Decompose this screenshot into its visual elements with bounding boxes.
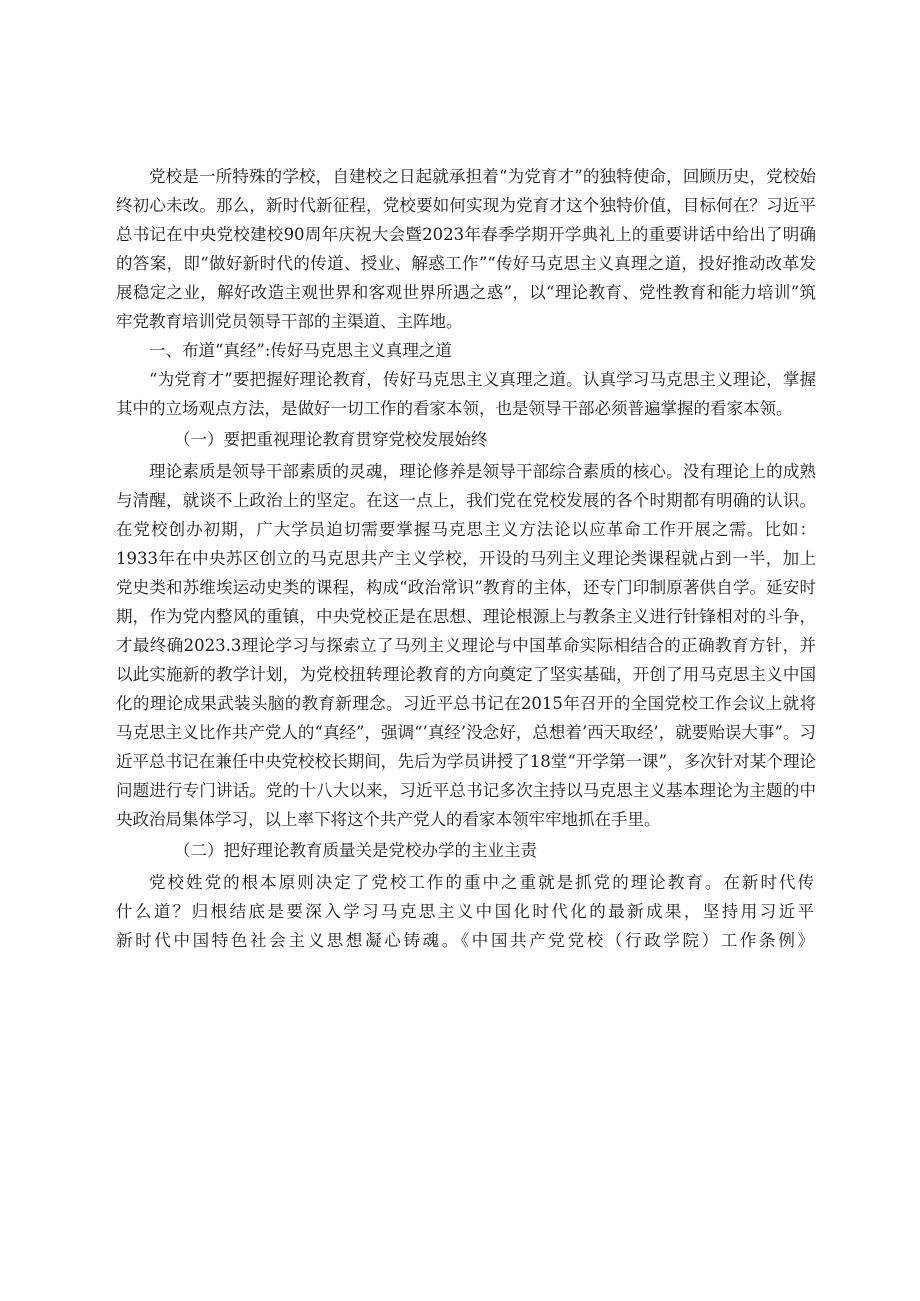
intro-paragraph: 党校是一所特殊的学校，自建校之日起就承担着“为党育才”的独特使命，回顾历史，党校始终初心未改。那么，新时代新征程，党校要如何实现为党育才这个独特价值，目标何在？习近平总书记在中央党校建校90周年庆祝大会暨2023年春季学期开学典礼上的重要讲话中给出了明确的答案，即“做好新时代的传道、授业、解惑工作”“传好马克思主义真理之道，投好推动改革发展稳定之业，解好改造主观世界和客观世界所遇之惑”，以“理论教育、党性教育和能力培训”筑牢党教育培训党员领导干部的主渠道、主阵地。 [116, 167, 816, 331]
section-1-intro-paragraph: “为党育才”要把握好理论教育，传好马克思主义真理之道。认真学习马克思主义理论，掌握其中的立场观点方法，是做好一切工作的看家本领，也是领导干部必须普遍掌握的看家本领。 [116, 370, 816, 418]
subsection-2-paragraph: 党校姓党的根本原则决定了党校工作的重中之重就是抓党的理论教育。在新时代传什么道？归根结底是要深入学习马克思主义中国化时代化的最新成果，坚持用习近平新时代中国特色社会主义思想凝心铸魂。《中国共产党党校（行政学院）工作条例》 [116, 873, 816, 950]
subsection-heading-1: （一）要把重视理论教育贯穿党校发展始终 [174, 430, 488, 449]
subsection-1-paragraph: 理论素质是领导干部素质的灵魂，理论修养是领导干部综合素质的核心。没有理论上的成熟与清醒，就谈不上政治上的坚定。在这一点上，我们党在党校发展的各个时期都有明确的认识。在党校创办初期，广大学员迫切需要掌握马克思主义方法论以应革命工作开展之需。比如：1933年在中央苏区创立的马克思共产主义学校，开设的马列主义理论类课程就占到一半，加上党史类和苏维埃运动史类的课程，构成“政治常识”教育的主体，还专门印制原著供自学。延安时期，作为党内整风的重镇，中央党校正是在思想、理论根源上与教条主义进行针锋相对的斗争，才最终确2023.3理论学习与探索立了马列主义理论与中国革命实际相结合的正确教育方针，并以此实施新的教学计划，为党校扭转理论教育的方向奠定了坚实基础，开创了用马克思主义中国化的理论成果武装头脑的教育新理念。习近平总书记在2015年召开的全国党校工作会议上就将马克思主义比作共产党人的“真经”，强调“’真经’没念好，总想着’西天取经’，就要贻误大事”。习近平总书记在兼任中央党校校长期间，先后为学员讲授了18堂“开学第一课”，多次针对某个理论问题进行专门讲话。党的十八大以来，习近平总书记多次主持以马克思主义基本理论为主题的中央政治局集体学习，以上率下将这个共产党人的看家本领牢牢地抓在手里。 [116, 462, 816, 829]
subsection-heading-2: （二）把好理论教育质量关是党校办学的主业主责 [174, 841, 537, 860]
document-page [116, 162, 816, 955]
section-heading-1: 一、布道“真经”:传好马克思主义真理之道 [149, 341, 452, 360]
